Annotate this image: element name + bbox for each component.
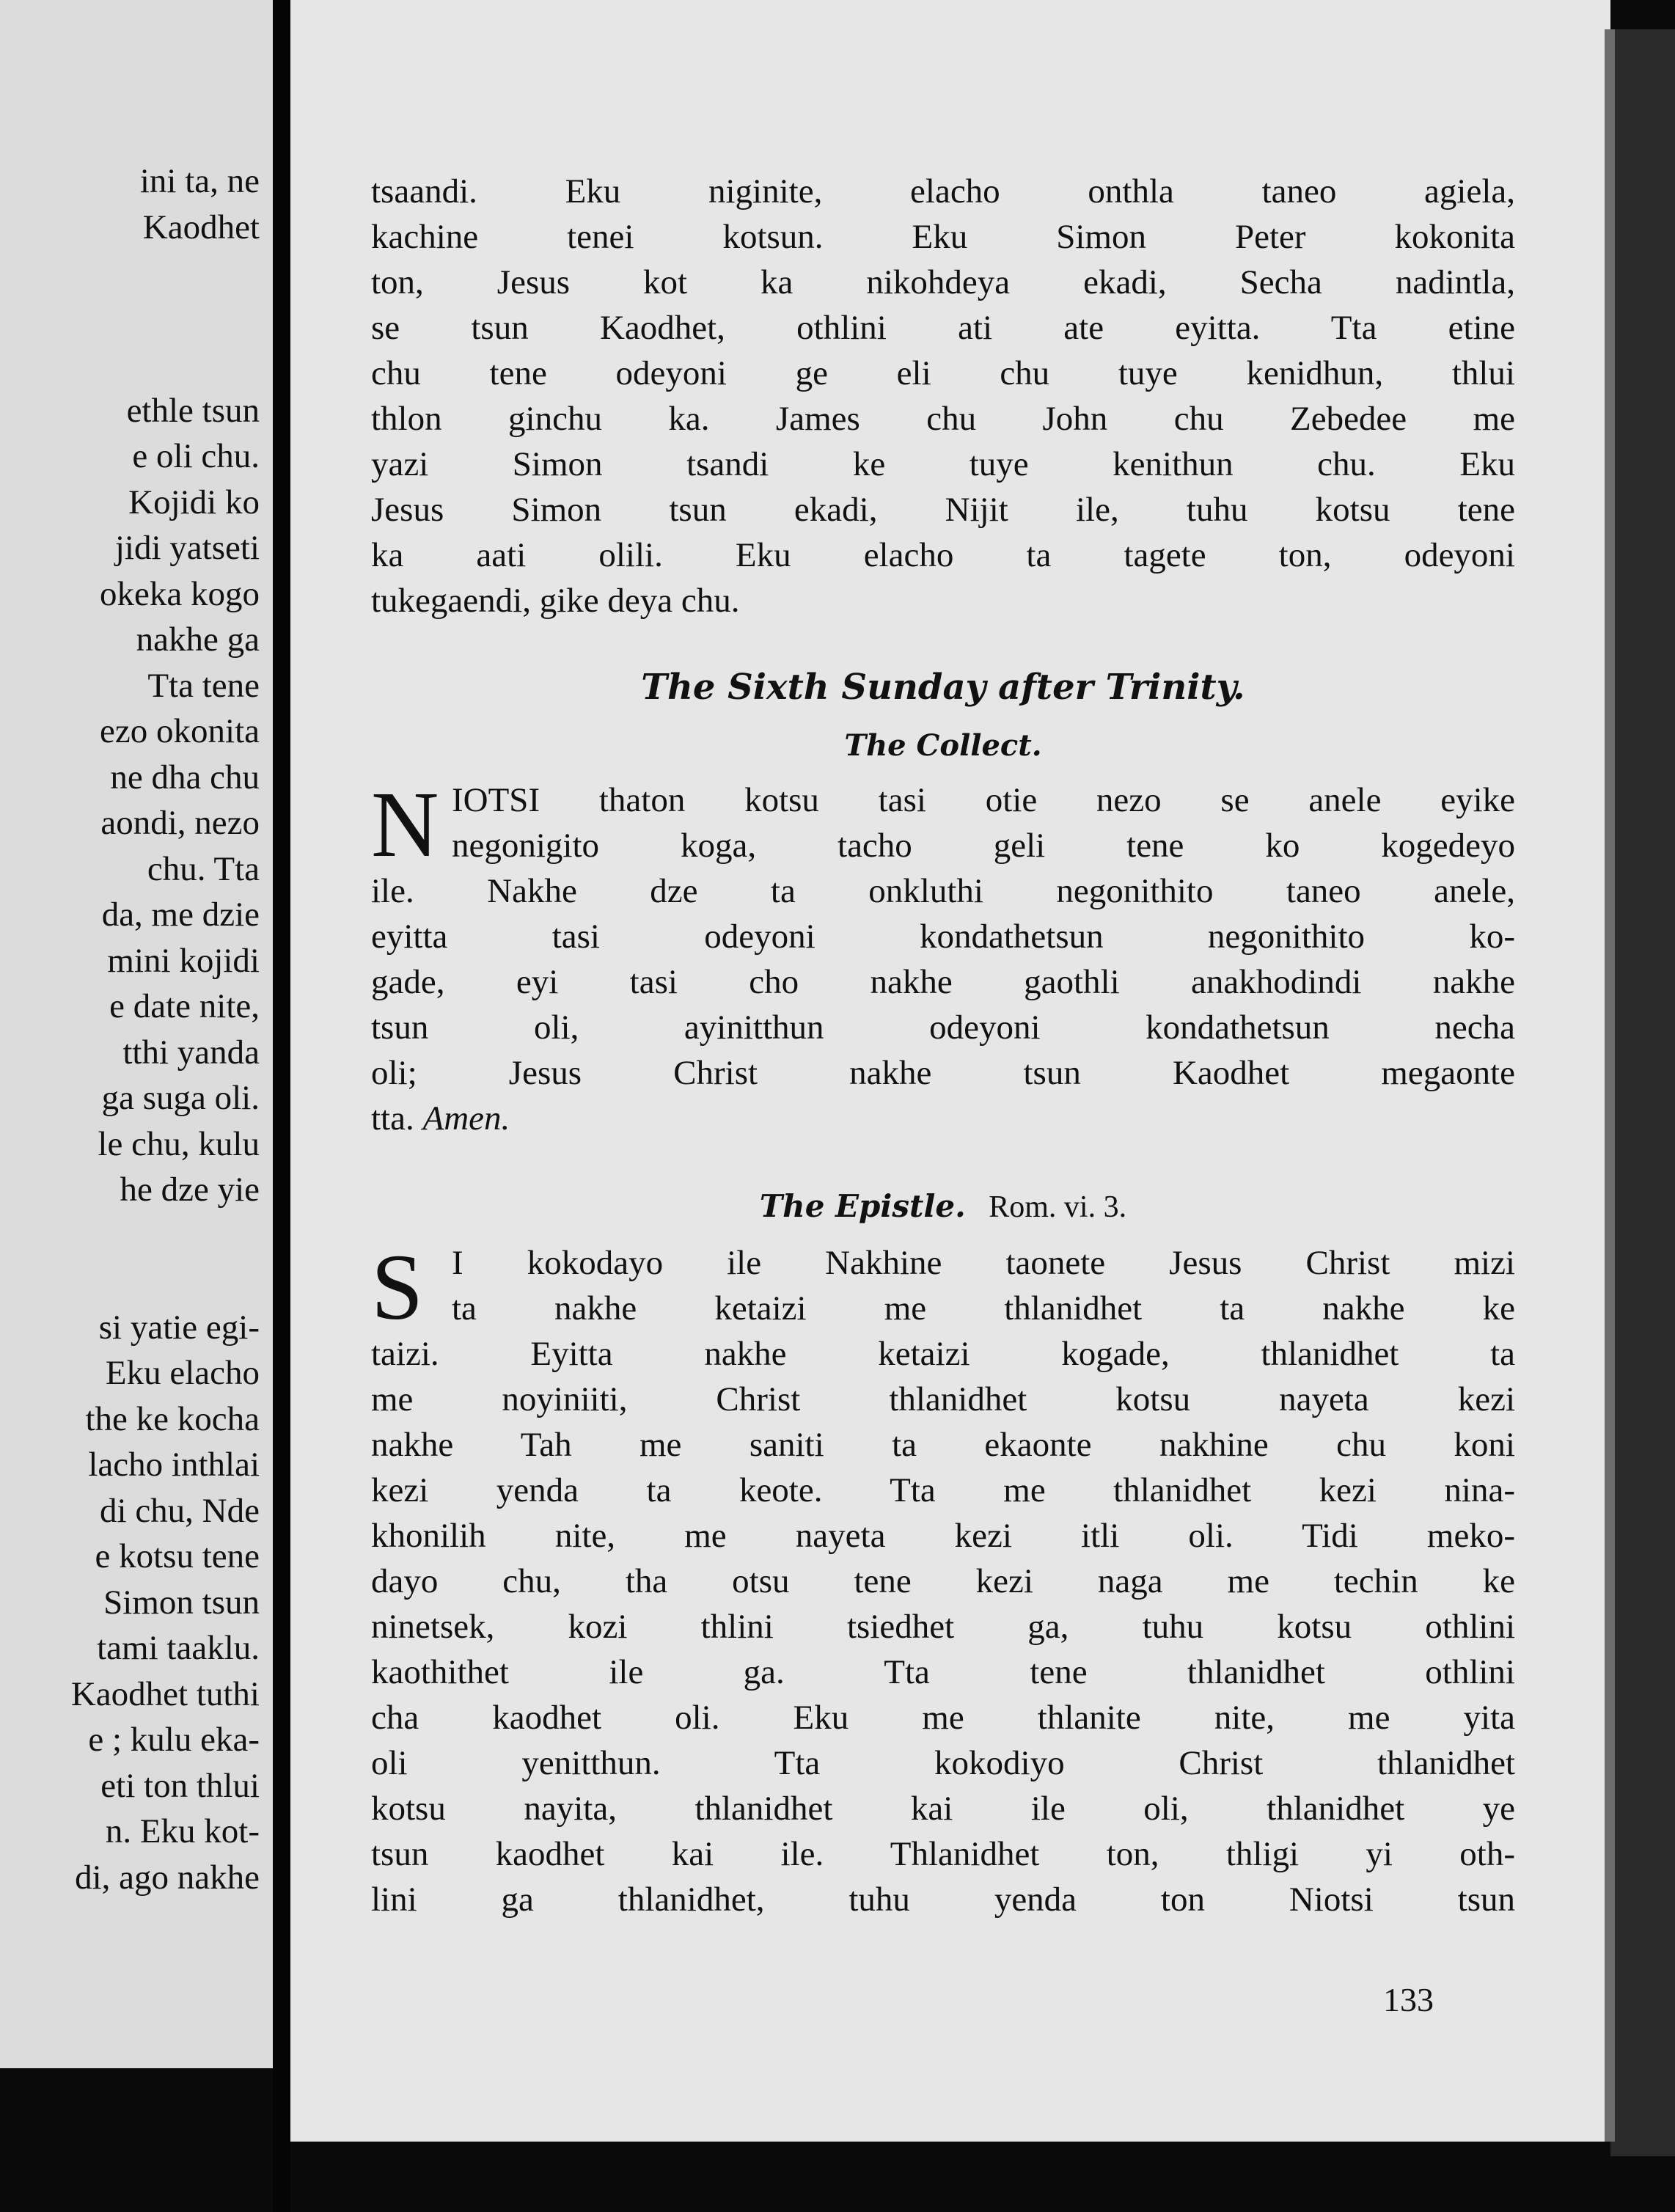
opening-line: ka aati olili. Eku elacho ta tagete ton, odeyoni xyxy=(371,536,1515,574)
epistle-line: kotsu nayita, thlanidhet kai ile oli, thlanidhet ye xyxy=(371,1790,1515,1828)
left-page-line: e oli chu. xyxy=(132,437,260,475)
epistle-dropcap: S xyxy=(371,1235,424,1339)
left-page-line: n. Eku kot- xyxy=(105,1812,260,1850)
left-page-line: tthi yanda xyxy=(122,1033,260,1072)
collect-line: oli; Jesus Christ nakhe tsun Kaodhet megaonte xyxy=(371,1054,1515,1092)
epistle-line: lini ga thlanidhet, tuhu yenda ton Niotsi tsun xyxy=(371,1880,1515,1919)
opening-line: se tsun Kaodhet, othlini ati ate eyitta. Tta etine xyxy=(371,309,1515,347)
epistle-line: oli yenitthun. Tta kokodiyo Christ thlanidhet xyxy=(371,1744,1515,1782)
left-page-line: e date nite, xyxy=(109,987,260,1025)
left-page-line: di, ago nakhe xyxy=(75,1858,260,1897)
left-page-line: eti ton thlui xyxy=(100,1766,260,1805)
collect-line: IOTSI thaton kotsu tasi otie nezo se anele eyike xyxy=(452,781,1515,819)
page-content xyxy=(371,169,1515,1922)
left-page-line: Kojidi ko xyxy=(128,483,260,521)
left-page-line: lacho inthlai xyxy=(88,1446,260,1484)
page-edge xyxy=(1610,29,1675,2156)
left-page-line xyxy=(0,296,260,343)
collect-line: tsun oli, ayinitthun odeyoni kondathetsun necha xyxy=(371,1008,1515,1047)
epistle-line: cha kaodhet oli. Eku me thlanite nite, me yita xyxy=(371,1699,1515,1737)
epistle-line: kezi yenda ta keote. Tta me thlanidhet kezi nina- xyxy=(371,1471,1515,1509)
opening-line: tukegaendi, gike deya chu. xyxy=(371,582,740,620)
left-page-line: okeka kogo xyxy=(100,574,260,613)
epistle-line: taizi. Eyitta nakhe ketaizi kogade, thlanidhet ta xyxy=(371,1335,1515,1373)
opening-line: thlon ginchu ka. James chu John chu Zebedee me xyxy=(371,400,1515,438)
left-page-line: e kotsu tene xyxy=(95,1537,260,1575)
epistle-line: ninetsek, kozi thlini tsiedhet ga, tuhu kotsu othlini xyxy=(371,1608,1515,1646)
left-page-line: ne dha chu xyxy=(110,758,260,796)
epistle-line: I kokodayo ile Nakhine taonete Jesus Christ mizi xyxy=(452,1244,1515,1282)
left-page-line: di chu, Nde xyxy=(100,1491,260,1530)
collect-last-word: tta. xyxy=(371,1099,414,1138)
collect-line xyxy=(371,1096,1515,1141)
book-gutter xyxy=(273,0,290,2212)
left-page xyxy=(0,0,275,2068)
collect-dropcap: N xyxy=(371,772,439,876)
collect-paragraph xyxy=(371,772,1515,1141)
left-page-line: Eku elacho xyxy=(105,1354,260,1392)
left-page-line: e ; kulu eka- xyxy=(88,1721,260,1759)
opening-line: tsaandi. Eku niginite, elacho onthla taneo agiela, xyxy=(371,172,1515,210)
left-page-line xyxy=(0,1259,260,1305)
left-page-line: ezo okonita xyxy=(100,712,260,750)
left-page-line: he dze yie xyxy=(120,1171,260,1209)
right-page xyxy=(290,0,1610,2142)
epistle-paragraph xyxy=(371,1235,1515,1922)
left-page-line: the ke kocha xyxy=(85,1399,260,1438)
collect-heading: The Collect. xyxy=(844,728,1042,763)
epistle-line: me noyiniiti, Christ thlanidhet kotsu nayeta kezi xyxy=(371,1380,1515,1418)
opening-line: kachine tenei kotsun. Eku Simon Peter kokonita xyxy=(371,218,1515,256)
page-number: 133 xyxy=(1383,1981,1434,2018)
left-page-line xyxy=(0,250,260,296)
left-page-line: nakhe ga xyxy=(136,620,260,659)
left-page-line: si yatie egi- xyxy=(98,1308,260,1347)
opening-line: Jesus Simon tsun ekadi, Nijit ile, tuhu kotsu tene xyxy=(371,491,1515,529)
opening-line: ton, Jesus kot ka nikohdeya ekadi, Secha nadintla, xyxy=(371,263,1515,301)
opening-line: yazi Simon tsandi ke tuye kenithun chu. Eku xyxy=(371,445,1515,483)
epistle-line: khonilih nite, me nayeta kezi itli oli. Tidi meko- xyxy=(371,1517,1515,1555)
left-page-line xyxy=(0,342,260,388)
collect-line: ile. Nakhe dze ta onkluthi negonithito taneo anele, xyxy=(371,872,1515,910)
epistle-label: The Epistle. xyxy=(759,1188,966,1224)
left-page-line: ethle tsun xyxy=(126,391,260,430)
left-page-line: jidi yatseti xyxy=(114,529,260,567)
collect-line: eyitta tasi odeyoni kondathetsun negonithito ko- xyxy=(371,918,1515,956)
epistle-line: tsun kaodhet kai ile. Thlanidhet ton, thligi yi oth- xyxy=(371,1835,1515,1873)
left-page-line: Simon tsun xyxy=(103,1583,260,1622)
epistle-line: dayo chu, tha otsu tene kezi naga me techin ke xyxy=(371,1562,1515,1600)
left-page-line: Tta tene xyxy=(147,666,260,705)
left-page-line: tami taaklu. xyxy=(97,1629,260,1667)
left-page-line: ga suga oli. xyxy=(101,1079,260,1117)
left-page-line xyxy=(0,1213,260,1259)
left-page-line: aondi, nezo xyxy=(100,804,260,842)
collect-line: gade, eyi tasi cho nakhe gaothli anakhodindi nakhe xyxy=(371,963,1515,1001)
page-edge-shadow xyxy=(1605,29,1615,2142)
left-page-line: ini ta, ne xyxy=(139,162,260,200)
opening-line: chu tene odeyoni ge eli chu tuye kenidhun, thlui xyxy=(371,354,1515,392)
epistle-line: kaothithet ile ga. Tta tene thlanidhet othlini xyxy=(371,1653,1515,1691)
left-page-line: da, me dzie xyxy=(101,896,260,934)
epistle-line: ta nakhe ketaizi me thlanidhet ta nakhe ke xyxy=(452,1289,1515,1327)
left-page-line: chu. Tta xyxy=(147,849,260,888)
collect-line: negonigito koga, tacho geli tene ko kogedeyo xyxy=(452,827,1515,865)
epistle-heading xyxy=(371,1184,1515,1230)
epistle-reference: Rom. vi. 3. xyxy=(989,1190,1127,1224)
amen: Amen. xyxy=(422,1099,510,1138)
left-page-line: Kaodhet tuthi xyxy=(70,1674,260,1713)
left-page-line: le chu, kulu xyxy=(98,1124,260,1163)
left-page-line: mini kojidi xyxy=(107,941,260,980)
epistle-line: nakhe Tah me saniti ta ekaonte nakhine chu koni xyxy=(371,1426,1515,1464)
sunday-heading: The Sixth Sunday after Trinity. xyxy=(641,667,1245,708)
left-page-text xyxy=(0,158,260,1900)
opening-passage xyxy=(371,169,1515,623)
left-page-line: Kaodhet xyxy=(142,208,260,246)
